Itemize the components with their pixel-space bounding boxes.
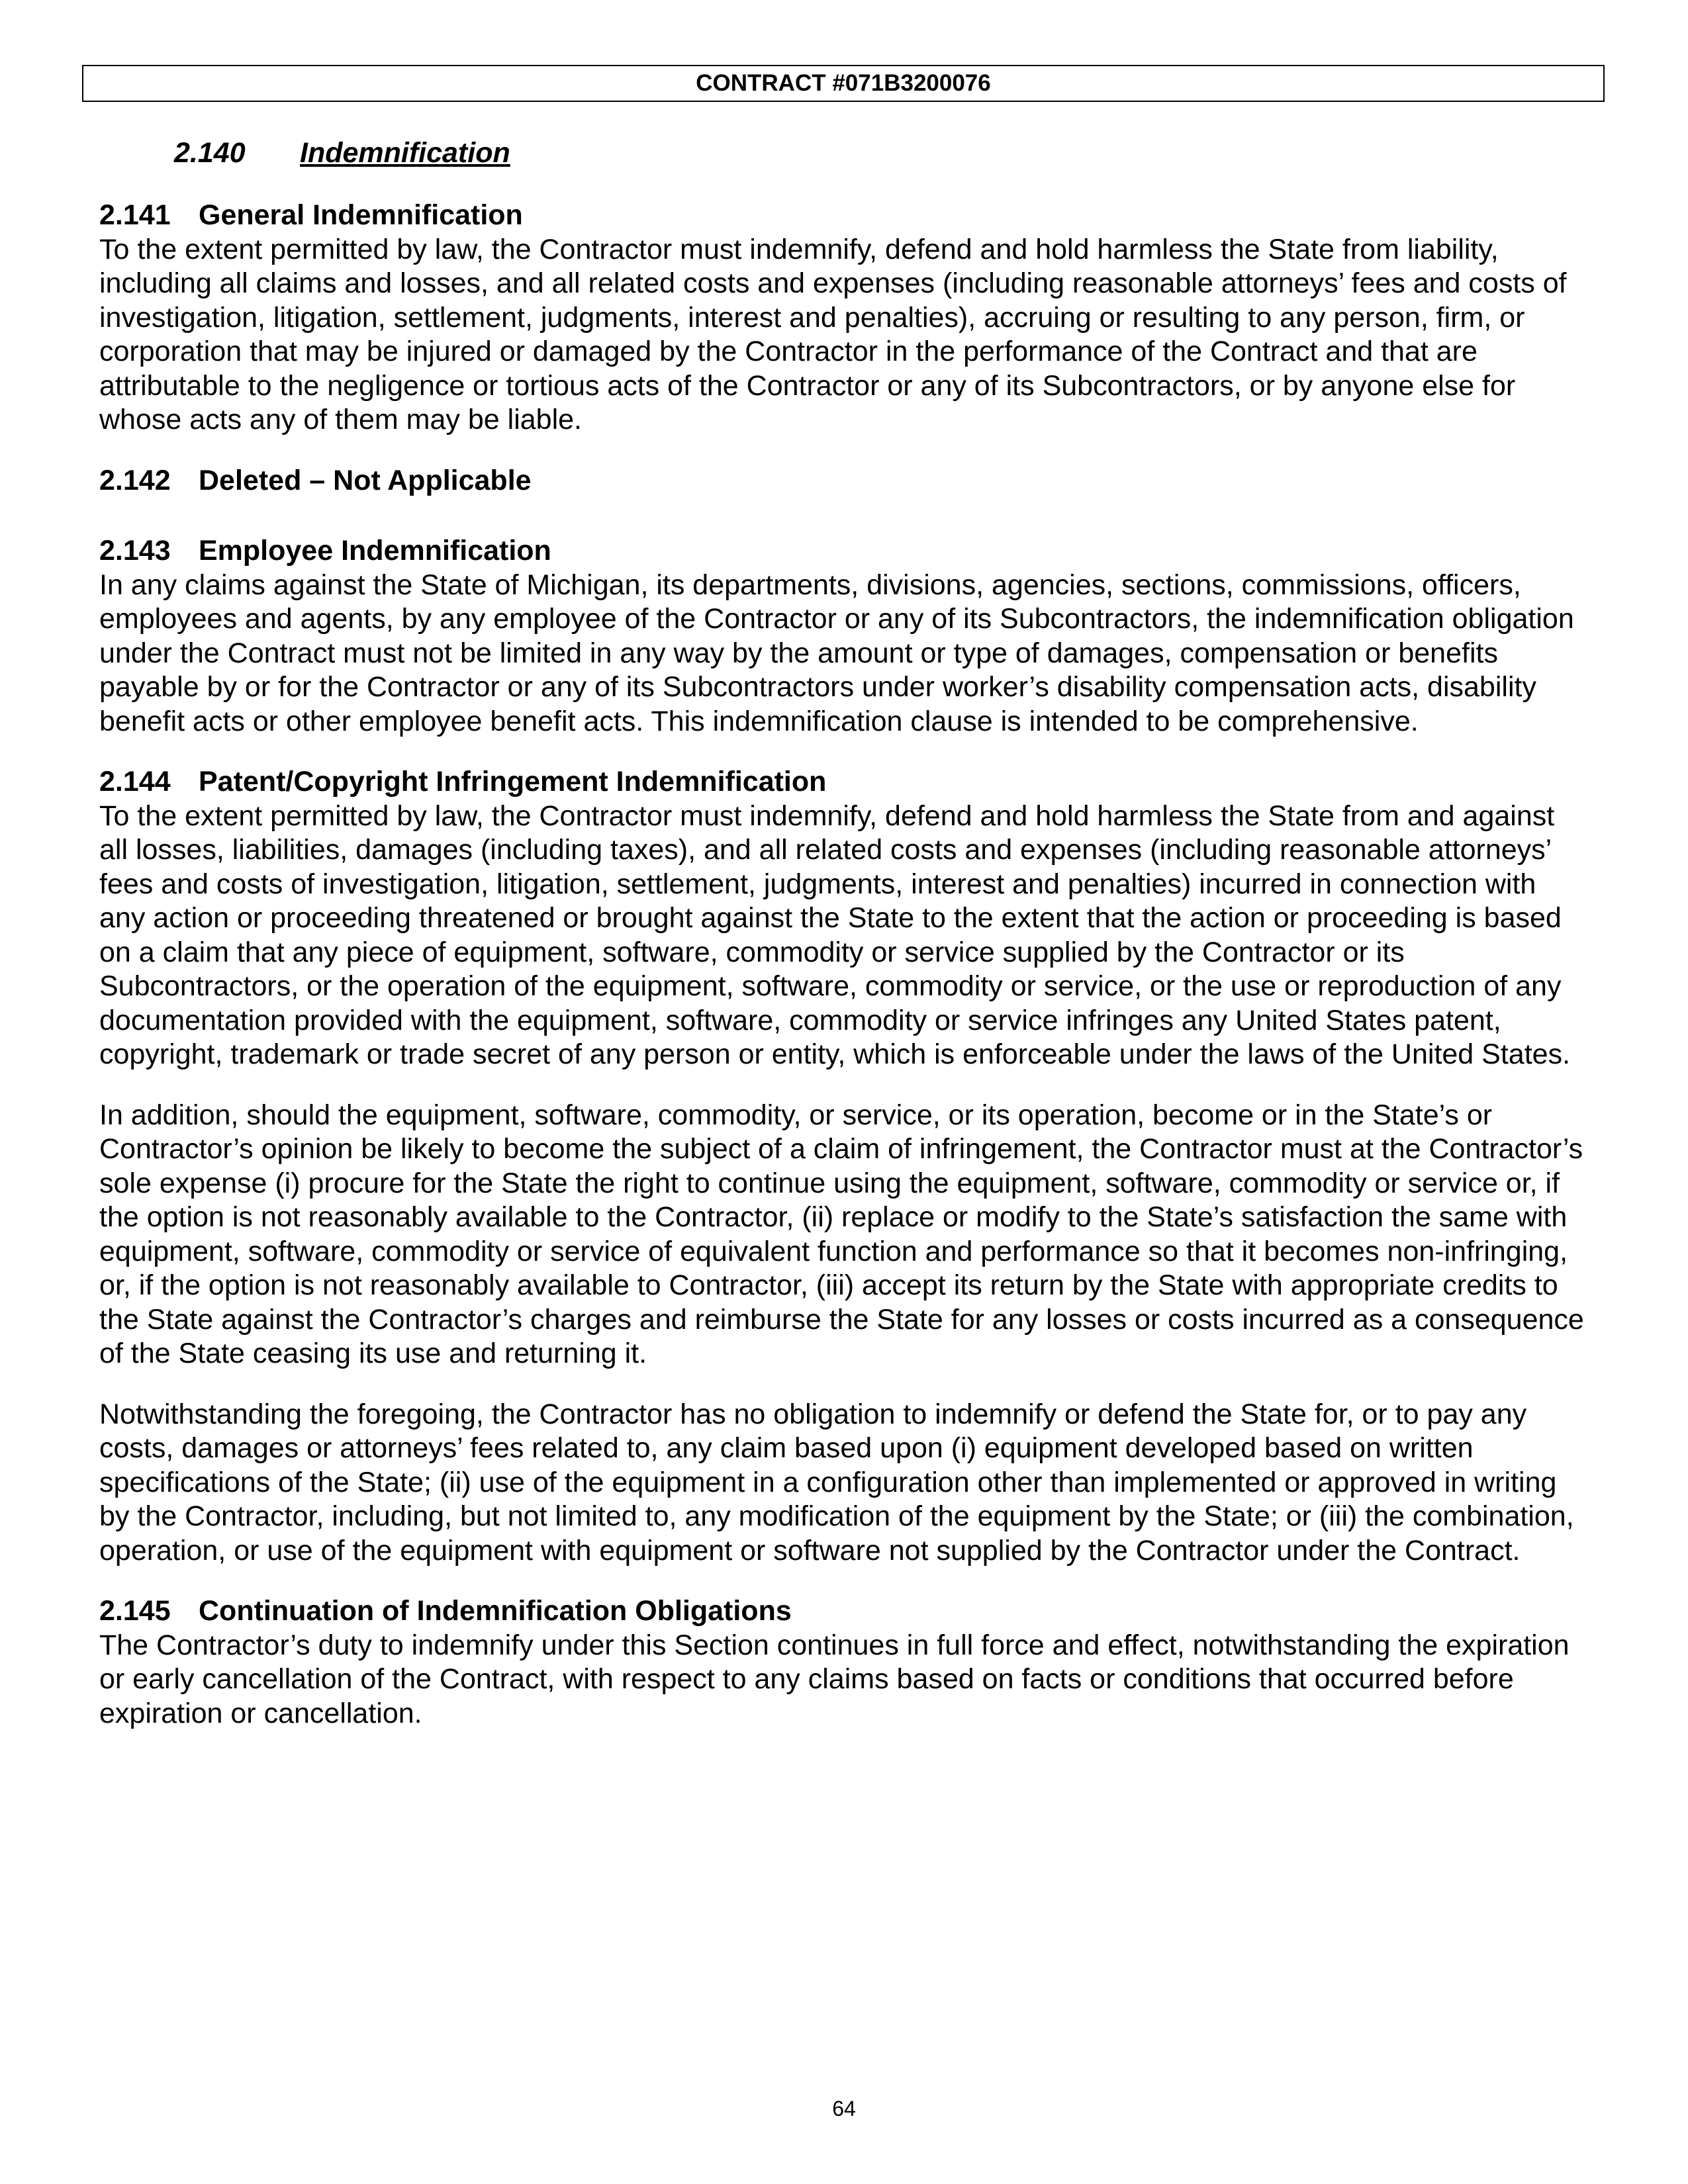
subsection-heading (99, 1594, 1589, 1629)
subsection-number: 2.144 (99, 766, 171, 797)
subsection-title: Continuation of Indemnification Obligations (199, 1595, 792, 1627)
subsection-heading (99, 199, 1589, 233)
paragraph: Notwithstanding the foregoing, the Contractor has no obligation to indemnify or defend the State for, or to pay any costs, damages or attorneys’ fees related to, any claim based upon (i) equipment developed based on written specifications of the State; (ii) use of the equipment in a configuration other than implemented or approved in writing by the Contractor, including, but not limited to, any modification of the equipment by the State; or (iii) the combination, operation, or use of the equipment with equipment or software not supplied by the Contractor under the Contract. (99, 1398, 1574, 1567)
subsection-title: Patent/Copyright Infringement Indemnification (199, 766, 827, 797)
paragraph: In any claims against the State of Michigan, its departments, divisions, agencies, sections, commissions, officers, employees and agents, by any employee of the Contractor or any of its Subcontractors, the indemnification obligation under the Contract must not be limited in any way by the amount or type of damages, compensation or benefits payable by or for the Contractor or any of its Subcontractors under worker’s disability compensation acts, disability benefit acts or other employee benefit acts. This indemnification clause is intended to be comprehensive. (99, 569, 1574, 737)
subsection-title: Employee Indemnification (199, 535, 551, 567)
paragraph: To the extent permitted by law, the Contractor must indemnify, defend and hold harmless the State from liability, including all claims and losses, and all related costs and expenses (including reasonable attorneys’ fees and costs of investigation, litigation, settlement, judgments, interest and penalties), accruing or resulting to any person, firm, or corporation that may be injured or damaged by the Contractor in the performance of the Contract and that are attributable to the negligence or tortious acts of the Contractor or any of its Subcontractors, or by anyone else for whose acts any of them may be liable. (99, 233, 1567, 435)
subsection-2-145 (99, 1594, 1589, 1731)
subsection-number: 2.142 (99, 464, 171, 496)
paragraph: To the extent permitted by law, the Contractor must indemnify, defend and hold harmless the State from and against all losses, liabilities, damages (including taxes), and all related costs and expenses (including reasonable attorneys’ fees and costs of investigation, litigation, settlement, judgments, interest and penalties) incurred in connection with any action or proceeding threatened or brought against the State to the extent that the action or proceeding is based on a claim that any piece of equipment, software, commodity or service supplied by the Contractor or its Subcontractors, or the operation of the equipment, software, commodity or service, or the use or reproduction of any documentation provided with the equipment, software, commodity or service infringes any United States patent, copyright, trademark or trade secret of any person or entity, which is enforceable under the laws of the United States. (99, 799, 1571, 1070)
subsection-number: 2.141 (99, 199, 171, 231)
document-body (99, 199, 1589, 1731)
subsection-title: Deleted – Not Applicable (199, 464, 532, 496)
subsection-2-143 (99, 534, 1589, 739)
subsection-2-141 (99, 199, 1589, 437)
subsection-number: 2.143 (99, 535, 171, 567)
paragraph: The Contractor’s duty to indemnify under this Section continues in full force and effect, notwithstanding the expiration or early cancellation of the Contract, with respect to any claims based on facts or conditions that occurred before expiration or cancellation. (99, 1629, 1570, 1729)
section-title: Indemnification (300, 137, 510, 169)
section-number: 2.140 (174, 137, 246, 169)
page-number: 64 (832, 2097, 856, 2120)
section-heading (174, 137, 510, 169)
subsection-heading (99, 534, 1589, 569)
subsection-heading (99, 765, 1589, 799)
subsection-title: General Indemnification (199, 199, 523, 231)
subsection-number: 2.145 (99, 1595, 171, 1627)
subsection-2-144 (99, 765, 1589, 1568)
paragraph: In addition, should the equipment, software, commodity, or service, or its operation, become or in the State’s or Contractor’s opinion be likely to become the subject of a claim of infringement, the Contractor must at the Contractor’s sole expense (i) procure for the State the right to continue using the equipment, software, commodity or service or, if the option is not reasonably available to the Contractor, (ii) replace or modify to the State’s satisfaction the same with equipment, software, commodity or service of equivalent function and performance so that it becomes non-infringing, or, if the option is not reasonably available to Contractor, (iii) accept its return by the State with appropriate credits to the State against the Contractor’s charges and reimburse the State for any losses or costs incurred as a consequence of the State ceasing its use and returning it. (99, 1099, 1584, 1369)
contract-header: CONTRACT #071B3200076 (82, 65, 1605, 102)
subsection-heading (99, 464, 1589, 498)
subsection-2-142 (99, 464, 1589, 498)
